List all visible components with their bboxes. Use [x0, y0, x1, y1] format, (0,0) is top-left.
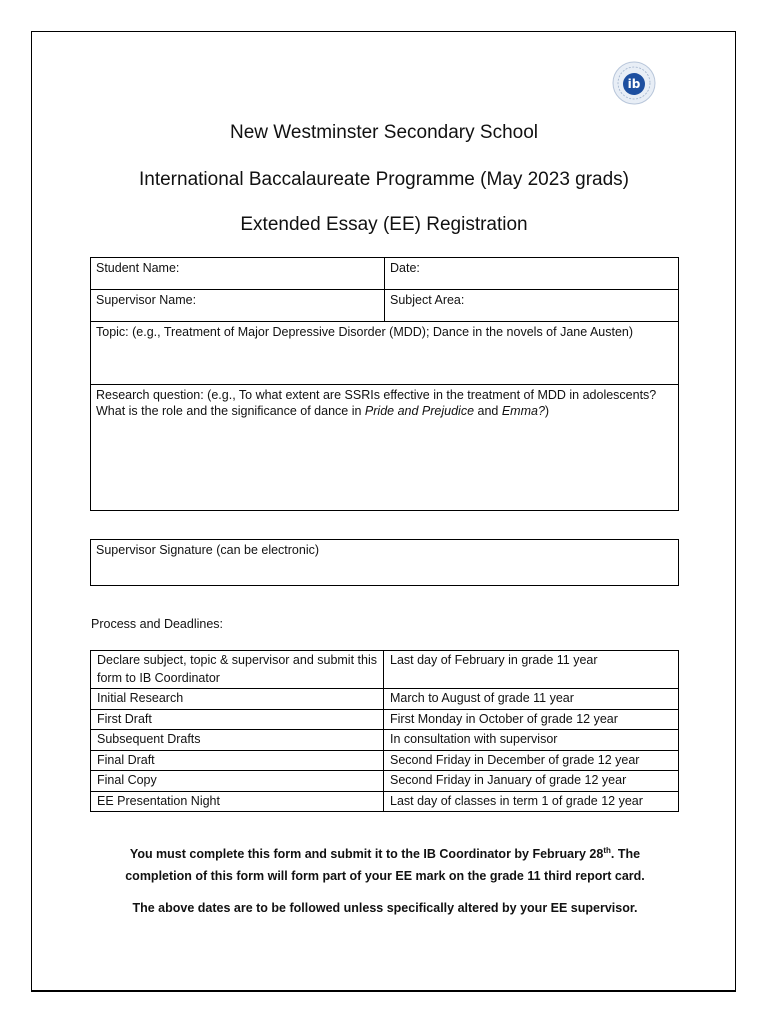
date-field[interactable]: [385, 258, 679, 290]
research-question-line2: What is the role and the significance of dance in Pride and Prejudice and Emma?): [96, 404, 550, 418]
topic-label: Topic: (e.g., Treatment of Major Depressive Disorder (MDD); Dance in the novels of Jane Austen): [96, 325, 634, 339]
table-row: [91, 791, 679, 812]
table-row: [91, 730, 679, 751]
deadline-cell: Second Friday in December of grade 12 year: [384, 750, 679, 771]
task-cell: Declare subject, topic & supervisor and submit this form to IB Coordinator: [91, 651, 384, 689]
supervisor-signature-label: Supervisor Signature (can be electronic): [96, 543, 320, 557]
deadline-cell: First Monday in October of grade 12 year: [384, 709, 679, 730]
deadline-cell: Second Friday in January of grade 12 year: [384, 771, 679, 792]
task-cell: First Draft: [91, 709, 384, 730]
programme-title: International Baccalaureate Programme (May 2023 grads): [138, 169, 630, 190]
task-cell: Final Copy: [91, 771, 384, 792]
school-name: New Westminster Secondary School: [230, 122, 538, 143]
date-label: Date:: [390, 261, 420, 275]
table-row: [91, 709, 679, 730]
table-row: [91, 750, 679, 771]
process-table: [90, 650, 679, 812]
subject-area-label: Subject Area:: [390, 293, 465, 307]
supervisor-name-label: Supervisor Name:: [96, 293, 197, 307]
deadline-cell: March to August of grade 11 year: [384, 689, 679, 710]
table-row: [91, 771, 679, 792]
form-title: Extended Essay (EE) Registration: [240, 214, 528, 235]
supervisor-signature-field[interactable]: [91, 540, 679, 586]
ib-logo-text: ib: [627, 77, 641, 91]
signature-table: [90, 539, 679, 586]
task-cell: EE Presentation Night: [91, 791, 384, 812]
topic-field[interactable]: [91, 322, 679, 385]
submission-note: You must complete this form and submit it to the IB Coordinator by February 28th. The completion of this form will form part of your EE mark on the grade 11 third report card.: [125, 846, 645, 884]
deadline-cell: Last day of February in grade 11 year: [384, 651, 679, 689]
table-row: [91, 651, 679, 689]
deadline-cell: In consultation with supervisor: [384, 730, 679, 751]
registration-table: [90, 257, 679, 511]
table-row: [91, 689, 679, 710]
ib-logo: [612, 61, 656, 105]
research-question-line1: Research question: (e.g., To what extent are SSRIs effective in the treatment of MDD in adolescents?: [96, 388, 657, 402]
deadline-cell: Last day of classes in term 1 of grade 12 year: [384, 791, 679, 812]
task-cell: Final Draft: [91, 750, 384, 771]
dates-note: The above dates are to be followed unless specifically altered by your EE supervisor.: [132, 901, 638, 915]
process-heading: Process and Deadlines:: [91, 617, 224, 631]
student-name-label: Student Name:: [96, 261, 180, 275]
task-cell: Subsequent Drafts: [91, 730, 384, 751]
task-cell: Initial Research: [91, 689, 384, 710]
research-question-field[interactable]: [91, 385, 679, 511]
subject-area-field[interactable]: [385, 290, 679, 322]
student-name-field[interactable]: [91, 258, 385, 290]
supervisor-name-field[interactable]: [91, 290, 385, 322]
